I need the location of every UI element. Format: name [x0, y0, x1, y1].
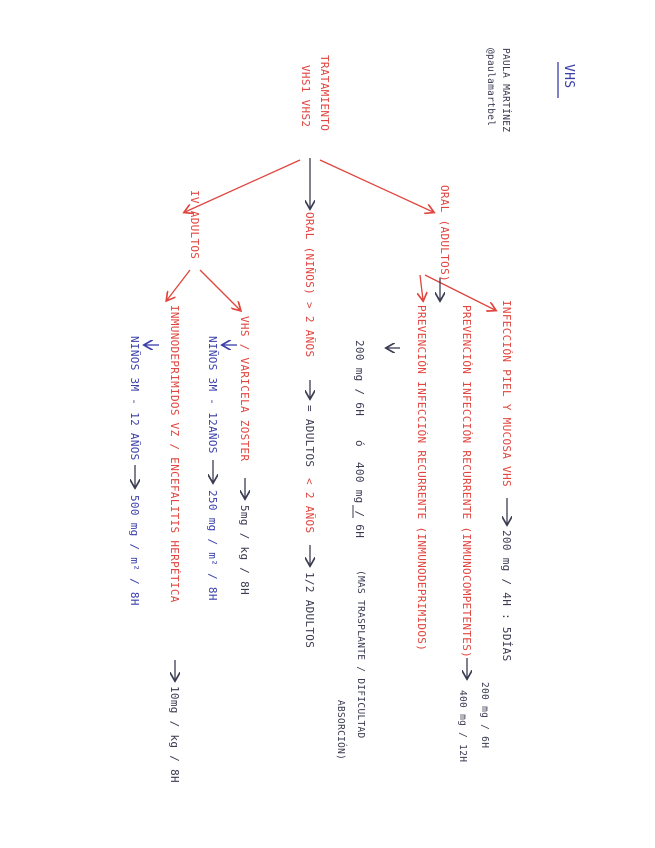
arrow-to-immuno-iv [167, 270, 190, 300]
immuno-or: ó [353, 440, 366, 447]
prevention-dose-1: 200 mg / 6H [479, 682, 490, 749]
oral-adults-label: ORAL (ADULTOS) [438, 185, 451, 282]
prevention-immuno-label: PREVENCIÓN INFECCIÓN RECURRENTE (INMUNODEPRIMIDOS) [415, 305, 428, 652]
iv-adults-label: IV ADULTOS [188, 190, 201, 260]
immuno-dose-b: 400 mg / 6H [353, 462, 366, 539]
page-title: VHS [561, 64, 576, 89]
arrow-to-iv-adults [185, 160, 300, 212]
children-half: 1/2 ADULTOS [303, 572, 316, 649]
infection-dose: 200 mg / 4H : 5DÍAS [500, 530, 513, 662]
immuno-iv-label: INMUNODEPRIMIDOS VZ / ENCEFALITIS HERPÉTICA [168, 305, 181, 603]
prevention-label: PREVENCIÓN INFECCIÓN RECURRENTE (INMUNOCOMPETENTES) [460, 305, 473, 659]
oral-children-label: ORAL (NIÑOS) > 2 AÑOS [303, 212, 316, 358]
vhs-vz-dose: 5mg / kg / 8H [238, 505, 251, 595]
vhs-vz-children-label: NIÑOS 3M - 12AÑOS [206, 336, 219, 454]
author-name: PAULA MARTÍNEZ [500, 48, 511, 133]
immuno-iv-children-dose: 500 mg / m² / 8H [128, 495, 141, 606]
prevention-dose-2: 400 mg / 12H [457, 690, 468, 763]
immuno-iv-children-label: NIÑOS 3M - 12 AÑOS [128, 336, 141, 461]
children-under-two: < 2 AÑOS [303, 478, 316, 534]
infection-label: INFECCIÓN PIEL Y MUCOSA VHS [500, 300, 513, 487]
vhs-vz-children-dose: 250 mg / m² / 8H [206, 490, 219, 601]
immuno-note-2: ABSORCIÓN) [335, 700, 346, 761]
arrow-to-oral-adults [320, 160, 433, 212]
immuno-dose-a: 200 mg / 6H [353, 340, 366, 417]
vhs-vz-label: VHS / VARICELA ZOSTER [238, 316, 251, 462]
immuno-iv-dose: 10mg / kg / 8H [168, 686, 181, 783]
arrow-to-prevention-immuno [420, 275, 423, 300]
children-equals: = ADULTOS [303, 405, 316, 468]
root-sub: VHS1 VHS2 [299, 65, 312, 128]
immuno-note-1: (MAS TRASPLANTE / DIFICULTAD [355, 570, 366, 739]
root-label: TRATAMIENTO [318, 55, 331, 132]
arrow-to-vhs-vz [200, 270, 240, 310]
author-handle: @paulamartbel [485, 48, 496, 127]
